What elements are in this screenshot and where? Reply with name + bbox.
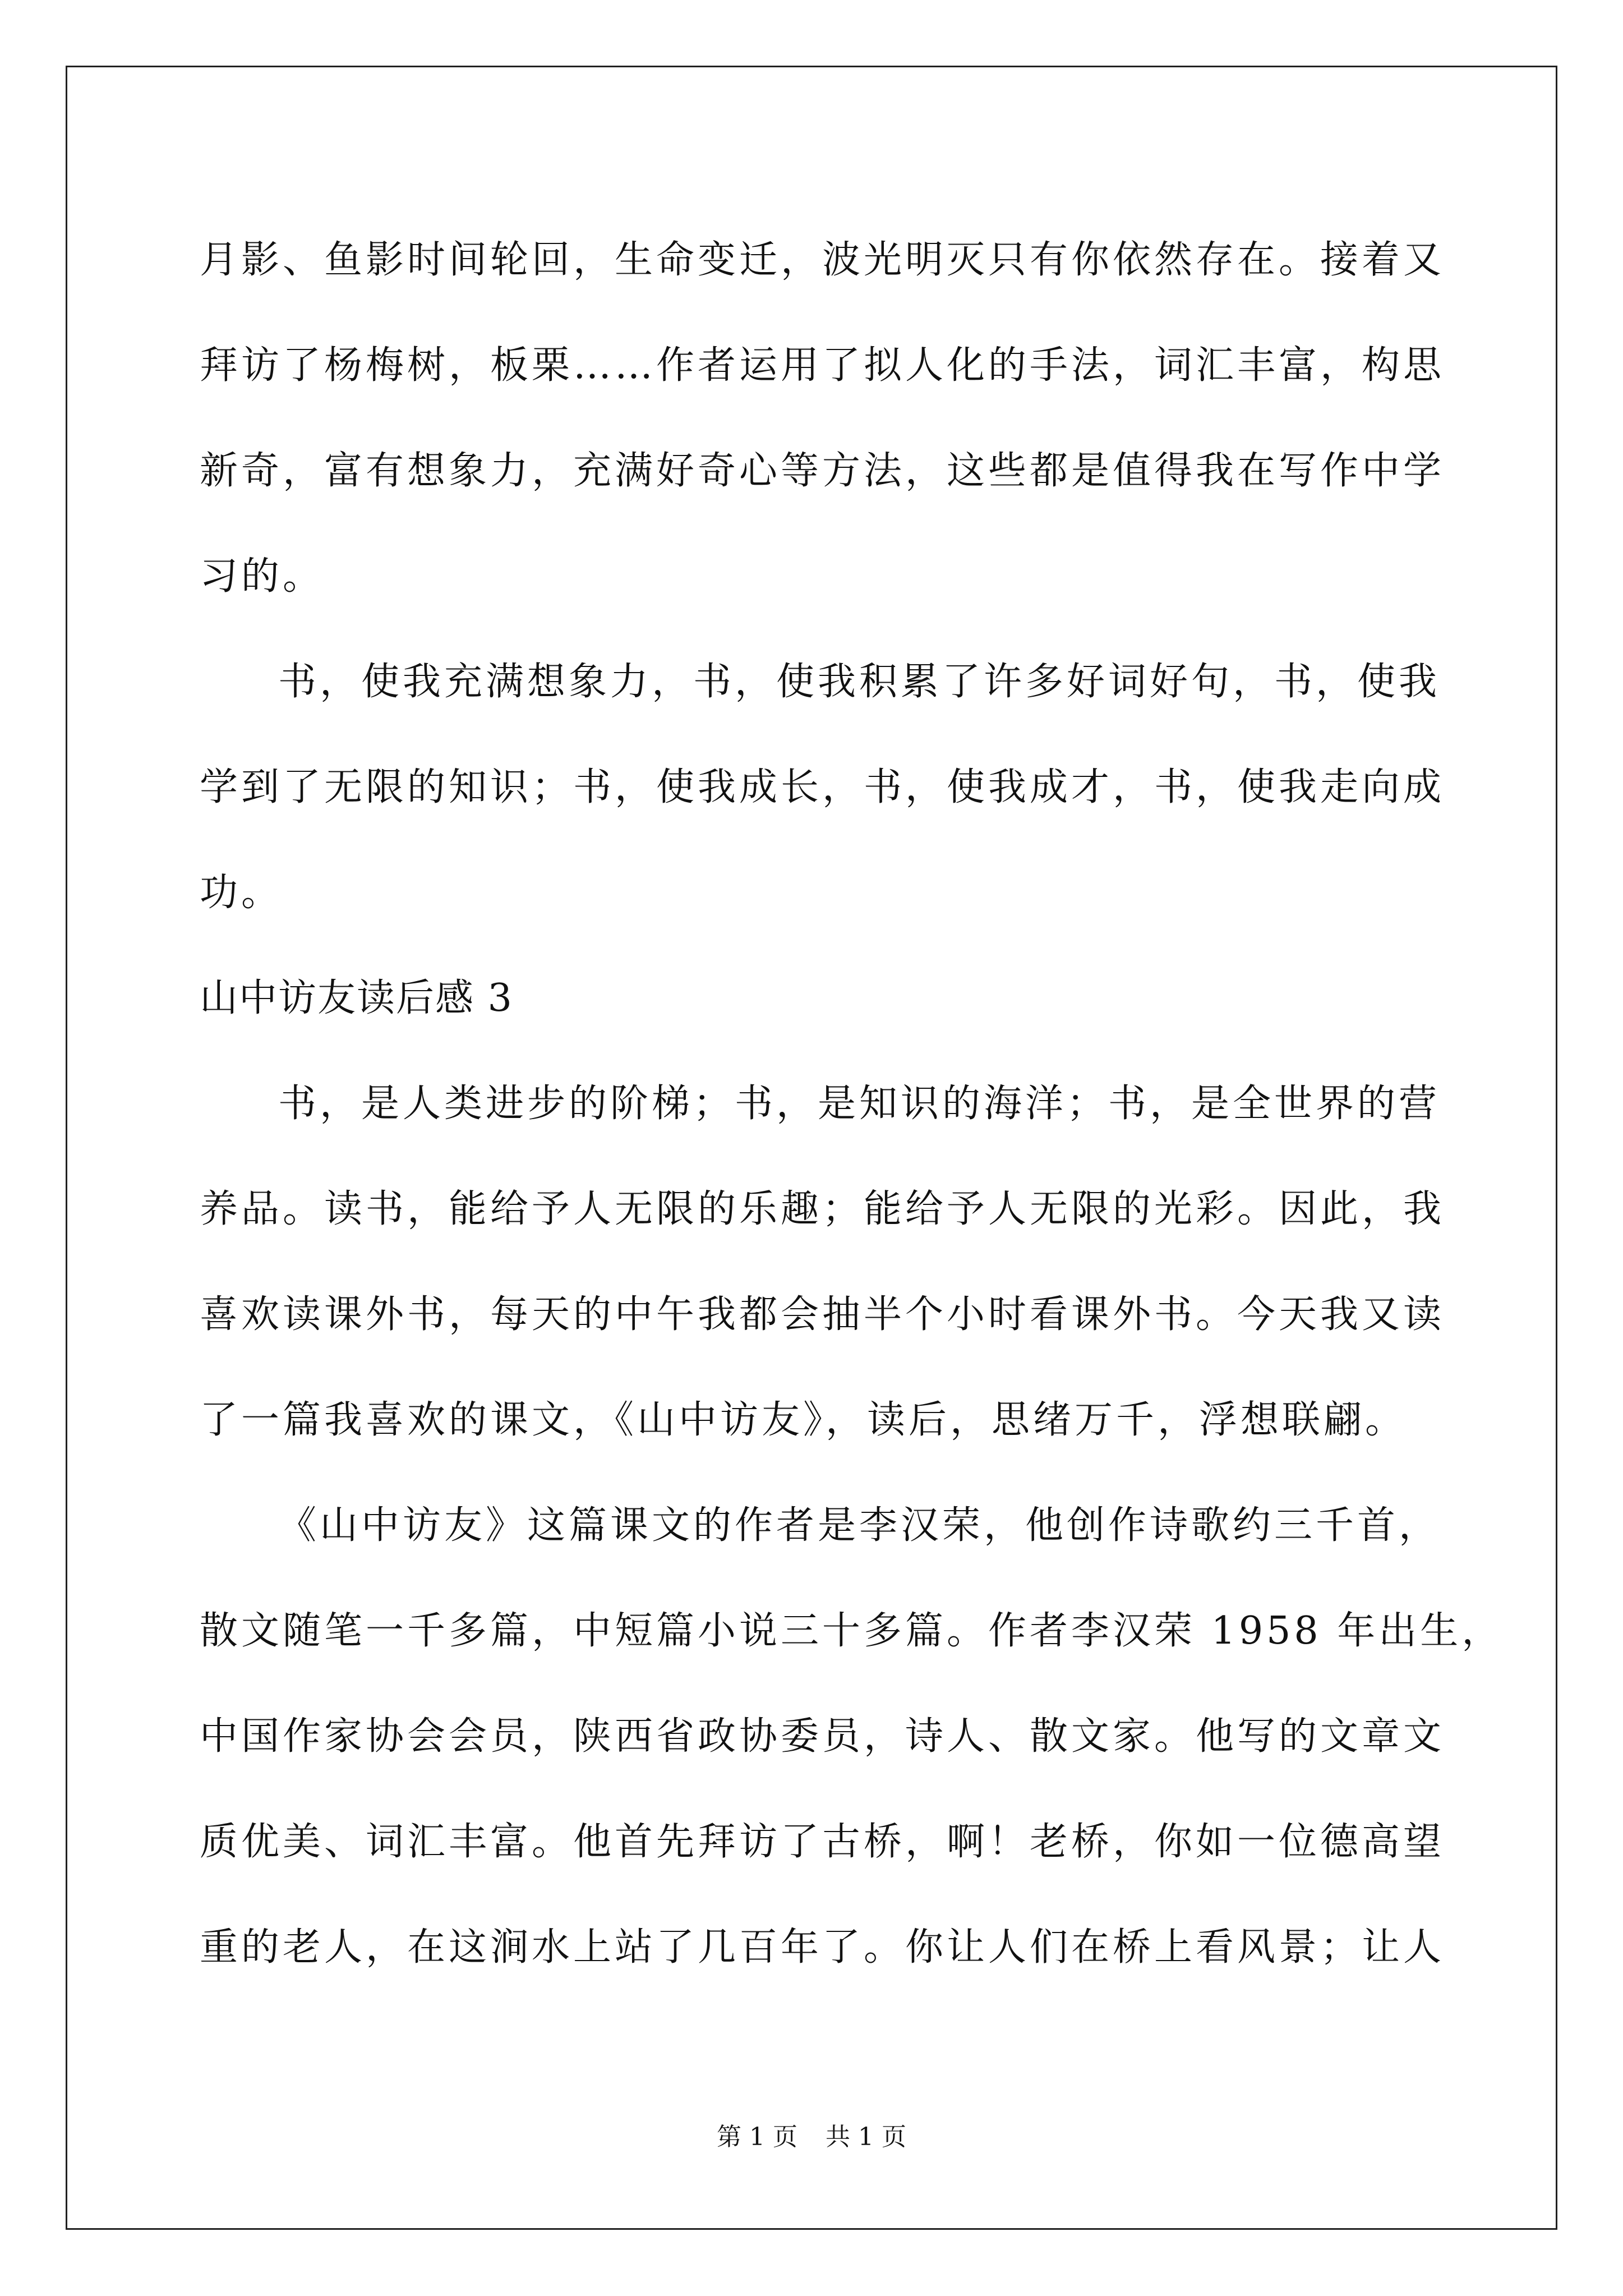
body-line: 习的。	[200, 554, 325, 599]
body-line: 书，使我充满想象力，书，使我积累了许多好词好句，书，使我	[278, 660, 1441, 704]
section-heading: 山中访友读后感 3	[200, 976, 513, 1020]
page-number: 第 1 页	[717, 2123, 797, 2151]
body-line: 《山中访友》这篇课文的作者是李汉荣，他创作诗歌约三千首，	[278, 1503, 1441, 1548]
body-line: 学到了无限的知识；书，使我成长，书，使我成才，书，使我走向成	[200, 765, 1445, 809]
page-footer	[0, 2120, 1623, 2154]
body-line: 中国作家协会会员，陕西省政协委员，诗人、散文家。他写的文章文	[200, 1714, 1445, 1759]
document-body	[200, 208, 1504, 2000]
body-line: 散文随笔一千多篇，中短篇小说三十多篇。作者李汉荣 1958 年出生，	[200, 1609, 1504, 1653]
body-line: 拜访了杨梅树，板栗……作者运用了拟人化的手法，词汇丰富，构思	[200, 343, 1445, 388]
body-line: 重的老人，在这涧水上站了几百年了。你让人们在桥上看风景；让人	[200, 1925, 1445, 1970]
body-line: 养品。读书，能给予人无限的乐趣；能给予人无限的光彩。因此，我	[200, 1187, 1445, 1231]
body-line: 功。	[200, 871, 283, 915]
body-line: 喜欢读课外书，每天的中午我都会抽半个小时看课外书。今天我又读	[200, 1292, 1445, 1337]
page-count: 共 1 页	[826, 2123, 906, 2151]
body-line: 了一篇我喜欢的课文，《山中访友》，读后，思绪万千，浮想联翩。	[200, 1398, 1407, 1442]
body-line: 月影、鱼影时间轮回，生命变迁，波光明灭只有你依然存在。接着又	[200, 238, 1445, 282]
body-line: 书，是人类进步的阶梯；书，是知识的海洋；书，是全世界的营	[278, 1082, 1441, 1126]
body-line: 新奇，富有想象力，充满好奇心等方法，这些都是值得我在写作中学	[200, 449, 1445, 493]
body-line: 质优美、词汇丰富。他首先拜访了古桥，啊！老桥，你如一位德高望	[200, 1820, 1445, 1864]
